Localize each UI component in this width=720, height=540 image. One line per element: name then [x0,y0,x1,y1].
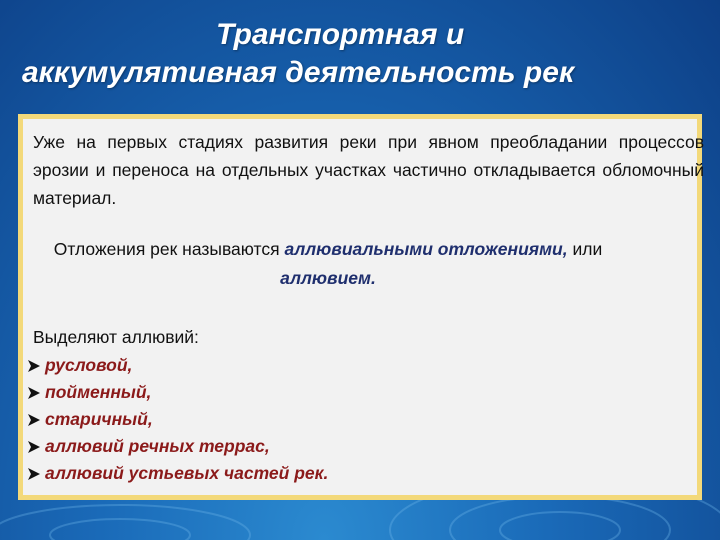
list-item [27,406,328,433]
arrow-bullet-icon [27,440,41,454]
definition-text [23,235,633,293]
list-item-label: пойменный, [45,382,152,402]
term-alluvial-deposits: аллювиальными отложениями, [284,239,568,259]
list-item [27,379,328,406]
list-item-label: аллювий устьевых частей рек. [45,463,329,483]
definition-end: . [370,268,376,288]
list-item [27,352,328,379]
list-item-label: русловой, [45,355,133,375]
slide-title [0,16,720,92]
arrow-bullet-icon [27,467,41,481]
list-item [27,460,328,487]
arrow-bullet-icon [27,413,41,427]
term-alluvium: аллювием [280,268,371,288]
types-lead: Выделяют аллювий: [33,327,199,347]
title-line-2: аккумулятивная деятельность рек [22,56,575,89]
list-item [27,433,328,460]
definition-prefix: Отложения рек называются [53,239,285,259]
definition-or: или [567,239,603,259]
intro-paragraph: Уже на первых стадиях развития реки при явном преобладании процессов эрозии и переноса на отдельных участках частично откладывается обломочный материал. [33,132,704,208]
list-item-label: аллювий речных террас, [45,436,270,456]
arrow-bullet-icon [27,386,41,400]
list-item-label: старичный, [45,409,153,429]
title-line-1: Транспортная и [216,18,465,51]
content-card [18,114,702,500]
alluvium-types-list [27,352,328,487]
arrow-bullet-icon [27,359,41,373]
